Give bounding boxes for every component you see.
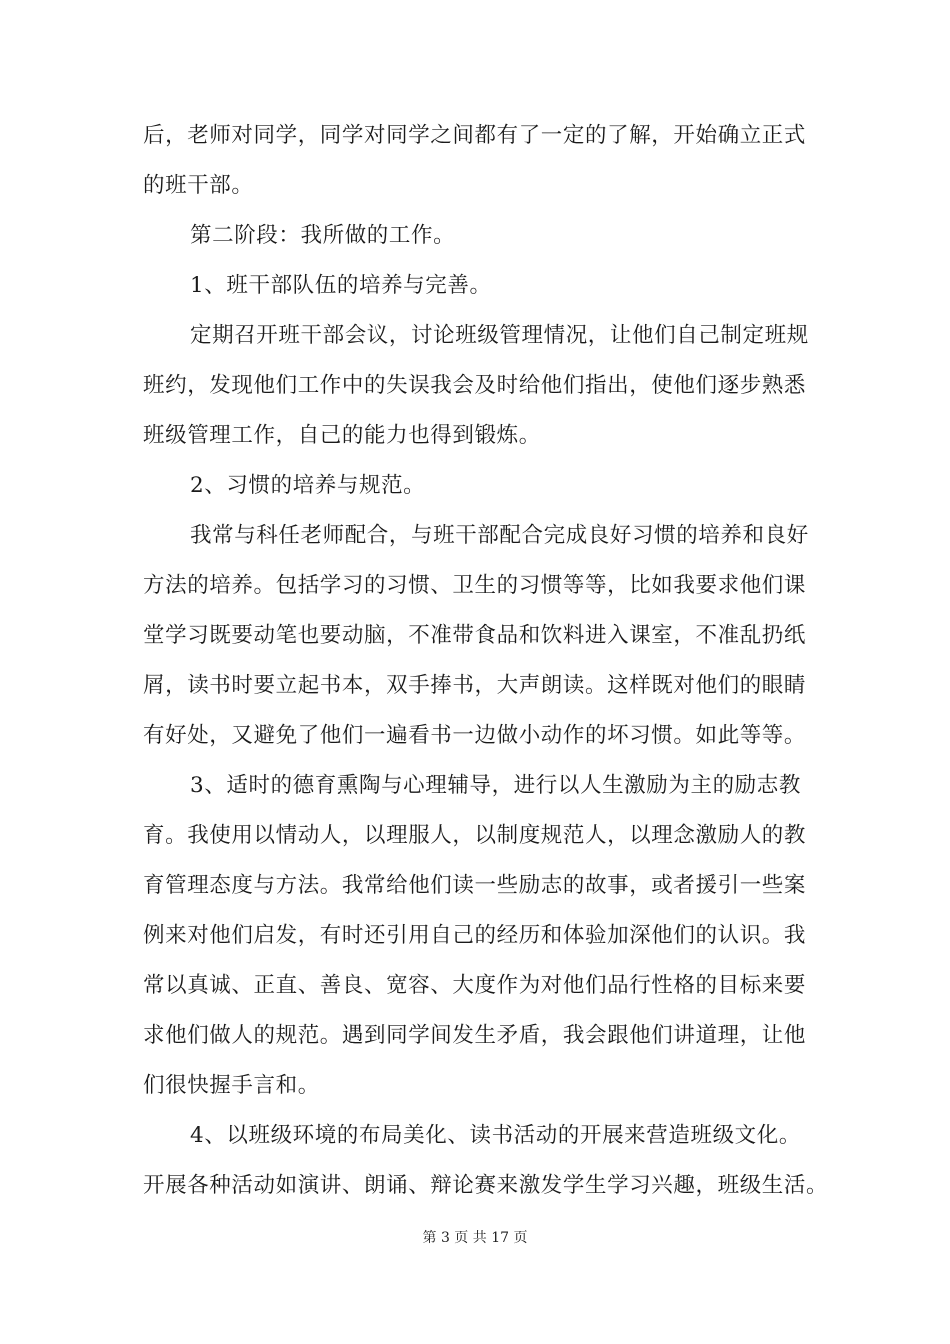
body-line: 我常与科任老师配合，与班干部配合完成良好习惯的培养和良好	[190, 523, 809, 548]
body-line: 班约，发现他们工作中的失误我会及时给他们指出，使他们逐步熟悉	[143, 373, 807, 398]
body-line: 堂学习既要动笔也要动脑，不准带食品和饮料进入课室，不准乱扔纸	[143, 623, 807, 648]
body-line: 常以真诚、正直、善良、宽容、大度作为对他们品行性格的目标来要	[143, 973, 807, 998]
body-line: 屑，读书时要立起书本，双手捧书，大声朗读。这样既对他们的眼睛	[143, 673, 807, 698]
body-line: 有好处，又避免了他们一遍看书一边做小动作的坏习惯。如此等等。	[143, 723, 807, 748]
body-line: 例来对他们启发，有时还引用自己的经历和体验加深他们的认识。我	[143, 923, 807, 948]
body-line: 开展各种活动如演讲、朗诵、辩论赛来激发学生学习兴趣，班级生活。	[143, 1173, 829, 1198]
page-number-footer: 第 3 页 共 17 页	[422, 1230, 528, 1246]
section-heading: 第二阶段：我所做的工作。	[190, 223, 456, 248]
subsection-heading: 1、班干部队伍的培养与完善。	[190, 273, 492, 298]
subsection-heading: 2、习惯的培养与规范。	[190, 473, 426, 498]
body-line: 育。我使用以情动人，以理服人，以制度规范人，以理念激励人的教	[143, 823, 807, 848]
body-line: 求他们做人的规范。遇到同学间发生矛盾，我会跟他们讲道理，让他	[143, 1023, 807, 1048]
body-line: 4、以班级环境的布局美化、读书活动的开展来营造班级文化。	[190, 1123, 801, 1148]
body-line: 后，老师对同学，同学对同学之间都有了一定的了解，开始确立正式	[143, 123, 807, 148]
body-line: 方法的培养。包括学习的习惯、卫生的习惯等等，比如我要求他们课	[143, 573, 807, 598]
body-line: 们很快握手言和。	[143, 1073, 320, 1098]
body-line: 定期召开班干部会议，讨论班级管理情况，让他们自己制定班规	[190, 323, 809, 348]
body-line: 3、适时的德育熏陶与心理辅导，进行以人生激励为主的励志教	[190, 773, 801, 798]
body-line: 育管理态度与方法。我常给他们读一些励志的故事，或者援引一些案	[143, 873, 807, 898]
body-line: 的班干部。	[143, 173, 254, 198]
body-line: 班级管理工作，自己的能力也得到锻炼。	[143, 423, 541, 448]
